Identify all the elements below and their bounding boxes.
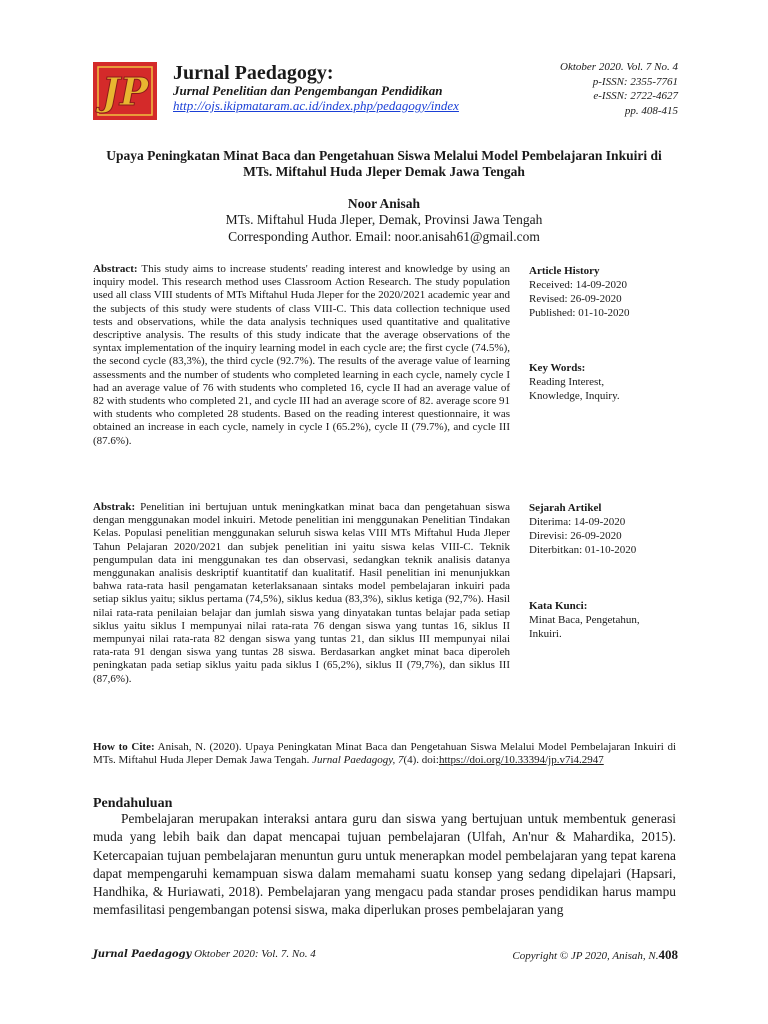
revised-date: Revised: 26-09-2020 [529, 293, 622, 305]
direvisi-date: Direvisi: 26-09-2020 [529, 530, 622, 542]
cite-label: How to Cite: [93, 741, 155, 753]
e-issn: e-ISSN: 2722-4627 [593, 90, 678, 102]
journal-subtitle: Jurnal Penelitian dan Pengembangan Pendidikan [173, 83, 443, 98]
keywords-line-1: Reading Interest, [529, 376, 605, 388]
section-body: Pembelajaran merupakan interaksi antara guru dan siswa yang bertujuan untuk membentuk generasi muda yang lebih baik dan dapat mencapai tujuan pembelajaran (Ulfah, An'nur & Mahardika, 2015). Ketercapaian tujuan pembelajaran menuntun guru untuk menerapkan model pembelajaran yang tepat karena dapat mempengaruhi kemampuan siswa dalam memahami suatu konsep yang sedang dipelajari (Hapsari, Handhika, & Huriawati, 2018). Pembelajaran yang mengacu pada standar proses pendidikan harus mampu memfasilitasi pengembangan potensi siswa, maka diperlukan proses pembelajaran yang [93, 811, 676, 918]
footer-copyright [512, 947, 678, 963]
diterbitkan-date: Diterbitkan: 01-10-2020 [529, 544, 637, 556]
abstract-label: Abstract: [93, 263, 138, 275]
p-issn: p-ISSN: 2355-7761 [592, 75, 678, 88]
journal-url-link[interactable]: http://ojs.ikipmataram.ac.id/index.php/pedagogy/index [173, 98, 459, 113]
keywords-line-2: Knowledge, Inquiry. [529, 390, 620, 402]
cite-journal: Jurnal Paedagogy, 7 [312, 754, 404, 767]
abstrak-text: Penelitian ini bertujuan untuk meningkatkan minat baca dan pengetahuan siswa dengan menggunakan model inkuiri. Metode penelitian ini menggunakan Penelitian Tindakan Kelas. Populasi penelitian menggunakan seluruh siswa kelas VIII MTs Miftahul Huda Jleper Tahun Pelajaran 2020/2021 dan subjek penelitian ini yaitu siswa kelas VIII-C. Teknik pengumpulan data ini menggunakan tes dan observasi, sedangkan teknik analisis datanya menggunakan analisis deskriptif kuantitatif dan kualitatif. Hasil penelitian ini menunjukkan bahwa rata-rata hasil pengamatan keterlaksanaan sintaks model pembelajaran inkuiri pada setiap siklus yaitu; siklus pertama (74,5%), siklus kedua (83,3%), siklus ketiga (92,7%). Hasil nilai rata-rata penilaian belajar dan jumlah siswa yang dinyatakan tuntas belajar pada setiap siklus yaitu siklus I mempunyai nilai rata-rata 76 dengan siswa yang tuntas 16, siklus II mempunyai nilai rata-rata 82 dengan siswa yang tuntas 21, dan siklus III mempunyai nilai rata-rata 91 dengan siswa yang tuntas 28 siswa. Berdasarkan angket minat baca diperoleh peningkatan pada setiap siklus yaitu pada siklus I (65,2%), siklus II (79,7%), dan siklus III (87,6%). [93, 501, 510, 685]
journal-logo [93, 62, 157, 120]
section-heading: Pendahuluan [93, 796, 173, 811]
published-date: Published: 01-10-2020 [529, 307, 630, 319]
kata-kunci-line-1: Minat Baca, Pengetahun, [529, 614, 640, 626]
journal-name: Jurnal Paedagogy: [173, 62, 334, 84]
cite-issue: (4). doi: [403, 754, 439, 767]
page-range: pp. 408-415 [624, 104, 678, 117]
footer-brand: Jurnal Paedagogy [93, 949, 192, 960]
kata-kunci-line-2: Inkuiri. [529, 628, 562, 640]
issue-info [560, 60, 678, 118]
journal-logo-graphic [93, 62, 157, 120]
abstrak-label: Abstrak: [93, 501, 136, 513]
footer-issue: Oktober 2020: Vol. 7. No. 4 [194, 948, 316, 960]
paper-title: Upaya Peningkatan Minat Baca dan Pengetahuan Siswa Melalui Model Pembelajaran Inkuiri di MTs. Miftahul Huda Jleper Demak Jawa Tengah [106, 148, 662, 179]
corresponding-author: Corresponding Author. Email: noor.anisah61@gmail.com [228, 228, 540, 244]
affiliation: MTs. Miftahul Huda Jleper, Demak, Provinsi Jawa Tengah [225, 212, 543, 227]
author-affiliation [92, 212, 676, 245]
doi-link[interactable]: https://doi.org/10.33394/jp.v7i4.2947 [438, 754, 604, 767]
abstract-indonesian [93, 501, 510, 686]
received-date: Received: 14-09-2020 [529, 279, 628, 291]
article-history [529, 264, 679, 320]
keywords-label: Key Words: [529, 362, 586, 374]
copyright-text: Copyright © JP 2020, Anisah, N. [512, 950, 659, 962]
author-name: Noor Anisah [347, 196, 421, 211]
diterima-date: Diterima: 14-09-2020 [529, 516, 626, 528]
kata-kunci-label: Kata Kunci: [529, 600, 588, 612]
sejarah-artikel-label: Sejarah Artikel [529, 502, 602, 514]
page-number: 408 [658, 947, 678, 962]
sejarah-artikel [529, 501, 679, 557]
cite-text: Anisah, N. (2020). Upaya Peningkatan Minat Baca dan Pengetahuan Siswa Melalui Model Pembelajaran Inkuiri di MTs. Miftahul Huda Jleper Demak Jawa Tengah. [93, 741, 676, 767]
article-history-label: Article History [529, 265, 600, 277]
how-to-cite [93, 741, 676, 767]
abstract-text: This study aims to increase students' reading interest and knowledge by using an inquiry model. This research method uses Classroom Action Research. The study population used all class VIII students of MTs Miftahul Huda Jleper for the 2020/2021 academic year and the subjects of this study were students of class VIII-C. This data collection technique used tests and observations, while the data analysis techniques used quantitative and qualitative descriptive analysis. The results of this study indicate that the average observations of the syntax implementation of the inquiry learning model in each cycle are; the first cycle (74.5%), the second cycle (83,3%), the third cycle (92.7%). The results of the average value of learning assessments and the number of students who completed learning in each cycle, namely cycle I had an average value of 76 with students who completed 16, cycle II had an average value of 82 with students who completed 21, and cycle III had an average score of 82. average score 91 with students who completed 28 students. Based on the reading interest questionnaire, it was obtained an increase in each cycle, namely in cycle I (65.2%), cycle II (79.7%), and cycle III (87.6%). [93, 263, 510, 447]
keywords-english [529, 361, 679, 403]
abstract-english [93, 263, 510, 448]
issue-label: Oktober 2020. Vol. 7 No. 4 [560, 61, 678, 73]
logo-letters: JP [101, 69, 149, 114]
footer-journal [93, 948, 316, 960]
kata-kunci [529, 599, 679, 641]
